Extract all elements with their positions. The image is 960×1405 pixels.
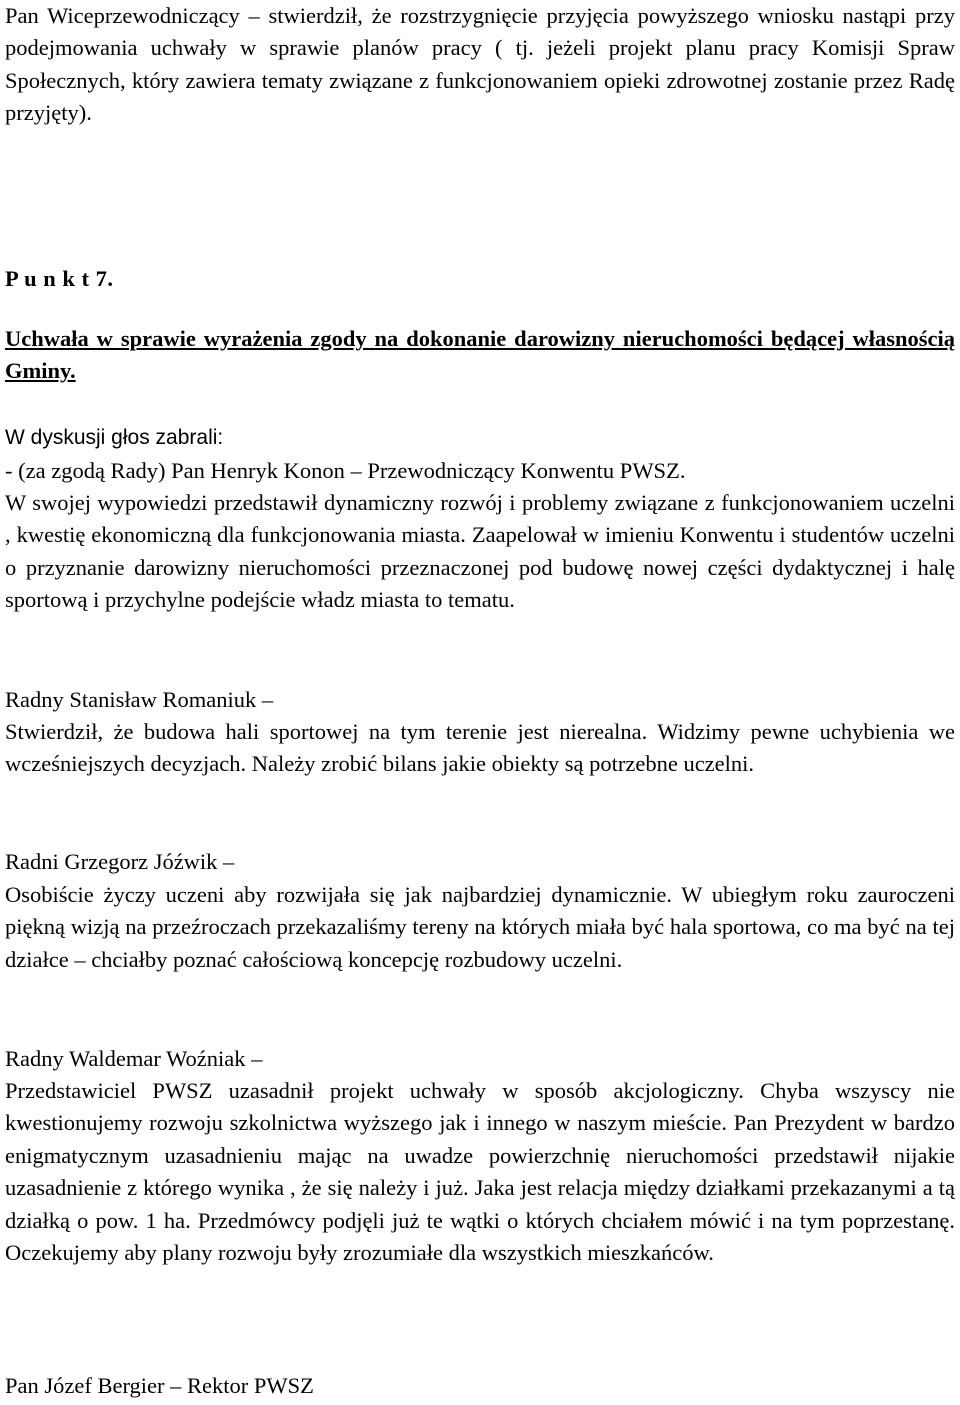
speaker-romaniuk-name: Radny Stanisław Romaniuk – [5, 687, 274, 712]
point-heading: P u n k t 7. [5, 266, 114, 291]
resolution-title: Uchwała w sprawie wyrażenia zgody na dokonanie darowizny nieruchomości będącej własnością Gminy. [5, 326, 955, 384]
speaker-wozniak-name: Radny Waldemar Woźniak – [5, 1046, 263, 1071]
speaker-konon-text: W swojej wypowiedzi przedstawił dynamiczny rozwój i problemy związane z funkcjonowaniem uczelni , kwestię ekonomiczną dla funkcjonowania miasta. Zaapelował w imieniu Konwentu i studentów uczelni o przyznanie darowizny nieruchomości przeznaczonej pod budowę nowej części dydaktycznej i halę sportową i przychylne podejście władz miasta to tematu. [5, 490, 955, 613]
discussion-header: W dyskusji głos zabrali: [5, 426, 224, 449]
speaker-jozwik-text: Osobiście życzy uczeni aby rozwijała się jak najbardziej dynamicznie. W ubiegłym roku zauroczeni piękną wizją na przeźroczach przekazaliśmy tereny na których miała być hala sportowa, co ma być na tej działce – chciałby poznać całościową koncepcję rozbudowy uczelni. [5, 882, 955, 972]
speaker-konon-line: - (za zgodą Rady) Pan Henryk Konon – Przewodniczący Konwentu PWSZ. [5, 458, 686, 483]
speaker-bergier-name: Pan Józef Bergier – Rektor PWSZ [5, 1373, 314, 1398]
speaker-jozwik-name: Radni Grzegorz Jóźwik – [5, 849, 235, 874]
speaker-wozniak-text: Przedstawiciel PWSZ uzasadnił projekt uchwały w sposób akcjologiczny. Chyba wszyscy nie kwestionujemy rozwoju szkolnictwa wyższego jak i innego w naszym mieście. Pan Prezydent w bardzo enigmatycznym uzasadnieniu mając na uwadze powierzchnię nieruchomości przedstawił nijakie uzasadnienie z którego wynika , że się należy i już. Jaka jest relacja między działkami przekazanymi a tą działką o pow. 1 ha. Przedmówcy podjęli już te wątki o których chciałem mówić i na tym poprzestanę. Oczekujemy aby plany rozwoju były zrozumiałe dla wszystkich mieszkańców. [5, 1078, 955, 1266]
intro-paragraph: Pan Wiceprzewodniczący – stwierdził, że rozstrzygnięcie przyjęcia powyższego wniosku nastąpi przy podejmowania uchwały w sprawie planów pracy ( tj. jeżeli projekt planu pracy Komisji Spraw Społecznych, który zawiera tematy związane z funkcjonowaniem opieki zdrowotnej zostanie przez Radę przyjęty). [5, 3, 955, 126]
speaker-romaniuk-text: Stwierdził, że budowa hali sportowej na tym terenie jest nierealna. Widzimy pewne uchybienia we wcześniejszych decyzjach. Należy zrobić bilans jakie obiekty są potrzebne uczelni. [5, 719, 955, 777]
